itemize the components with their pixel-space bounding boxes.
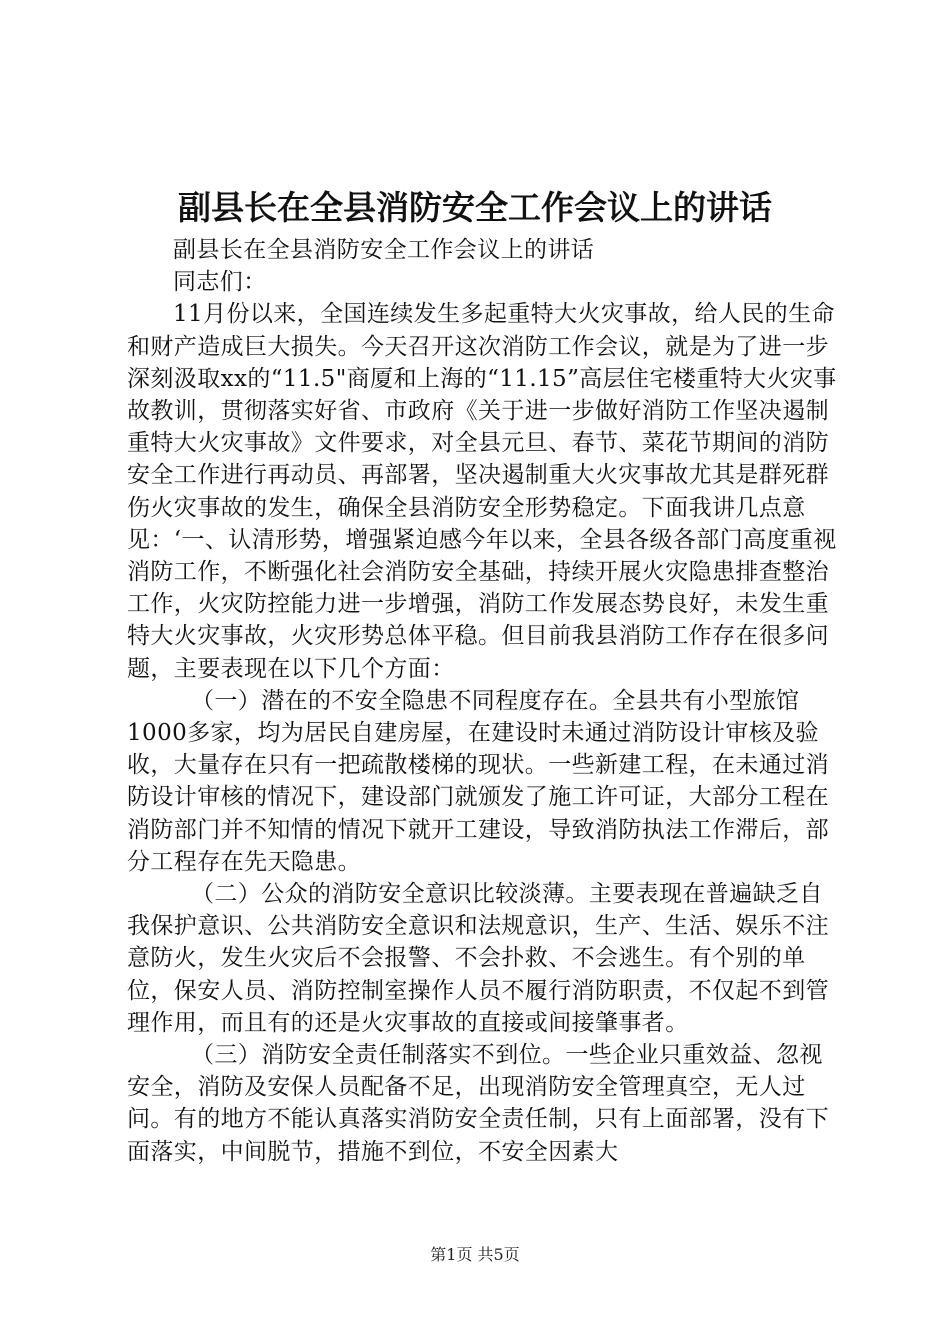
document-subtitle: 副县长在全县消防安全工作会议上的讲话 (173, 237, 595, 263)
page-number-footer: 第1页 共5页 (430, 1245, 520, 1264)
paragraph-intro: 11月份以来，全国连续发生多起重特大火灾事故，给人民的生命和财产造成巨大损失。今天召开这次消防工作会议，就是为了进一步深刻汲取xx的“11.5"商厦和上海的“11.15”高层住宅楼重特大火灾事故教训，贯彻落实好省、市政府《关于进一步做好消防工作坚决遏制重特大火灾事故》文件要求，对全县元旦、春节、菜花节期间的消防安全工作进行再动员、再部署，坚决遏制重大火灾事故尤其是群死群伤火灾事故的发生，确保全县消防安全形势稳定。下面我讲几点意见：‘一、认清形势，增强紧迫感今年以来，全县各级各部门高度重视消防工作，不断强化社会消防安全基础，持续开展火灾隐患排查整治工作，火灾防控能力进一步增强，消防工作发展态势良好，未发生重特大火灾事故，火灾形势总体平稳。但目前我县消防工作存在很多问题，主要表现在以下几个方面： (127, 301, 837, 682)
paragraph-responsibility: （三）消防安全责任制落实不到位。一些企业只重效益、忽视安全，消防及安保人员配备不足，出现消防安全管理真空，无人过问。有的地方不能认真落实消防安全责任制，只有上面部署，没有下面落实，中间脱节，措施不到位，不安全因素大 (127, 1042, 829, 1165)
document-title: 副县长在全县消防安全工作会议上的讲话 (178, 188, 772, 227)
paragraph-hidden-dangers: （一）潜在的不安全隐患不同程度存在。全县共有小型旅馆1000多家，均为居民自建房屋，在建设时未通过消防设计审核及验收，大量存在只有一把疏散楼梯的现状。一些新建工程，在未通过消防设计审核的情况下，建设部门就颁发了施工许可证，大部分工程在消防部门并不知情的情况下就开工建设，导致消防执法工作滞后，部分工程存在先天隐患。 (127, 687, 829, 875)
salutation: 同志们： (173, 269, 267, 296)
document-body (127, 234, 837, 1168)
paragraph-public-awareness: （二）公众的消防安全意识比较淡薄。主要表现在普遍缺乏自我保护意识、公共消防安全意识和法规意识，生产、生活、娱乐不注意防火，发生火灾后不会报警、不会扑救、不会逃生。有个别的单位，保安人员、消防控制室操作人员不履行消防职责，不仅起不到管理作用，而且有的还是火灾事故的直接或间接肇事者。 (127, 881, 829, 1036)
